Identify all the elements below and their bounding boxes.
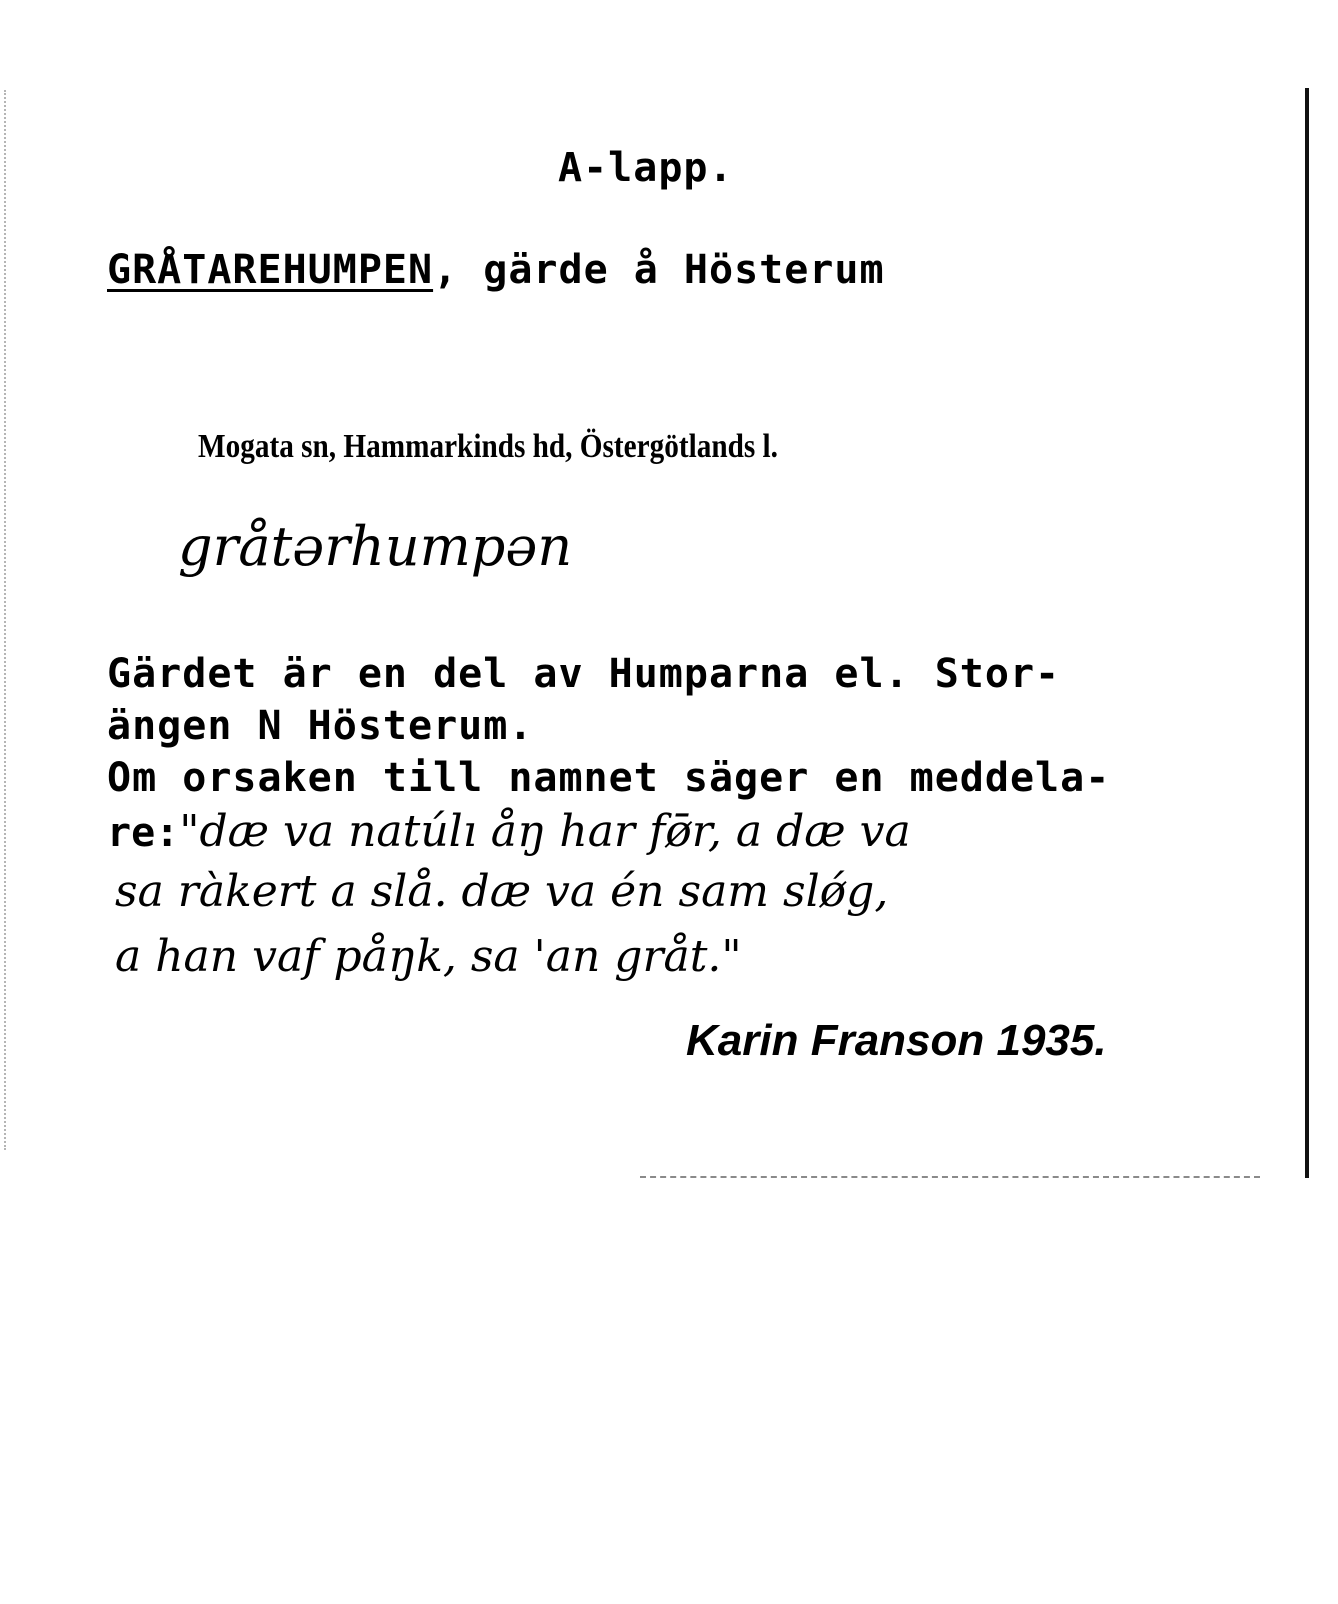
paragraph-line: ängen N Hösterum. (107, 703, 534, 749)
place-heading (107, 247, 885, 293)
quote-lead: re: (107, 810, 180, 856)
dialect-form: gråtərhumpən (178, 515, 573, 578)
quote-line: a han vaf påŋk, sa 'an gråt." (115, 931, 742, 982)
quote-line (107, 806, 911, 857)
description-paragraph (107, 648, 1110, 804)
paragraph-line: Om orsaken till namnet säger en meddela- (107, 755, 1111, 801)
quote-text: "dæ va natúlı åŋ har fø̄r, a dæ va (179, 806, 911, 857)
card-border-right (1305, 88, 1309, 1178)
card-border-bottom (640, 1176, 1260, 1178)
parish-line: Mogata sn, Hammarkinds hd, Östergötlands l. (198, 428, 778, 465)
scan-edge-left (4, 90, 8, 1150)
paragraph-line: Gärdet är en del av Humparna el. Stor- (107, 651, 1061, 697)
quote-line: sa ràkert a slå. dæ va én sam slǿg, (115, 866, 889, 917)
place-name: GRÅTAREHUMPEN (107, 247, 434, 293)
place-description: , gärde å Hösterum (433, 247, 885, 293)
card-title: A-lapp. (558, 145, 734, 191)
signature: Karin Franson 1935. (686, 1016, 1107, 1065)
